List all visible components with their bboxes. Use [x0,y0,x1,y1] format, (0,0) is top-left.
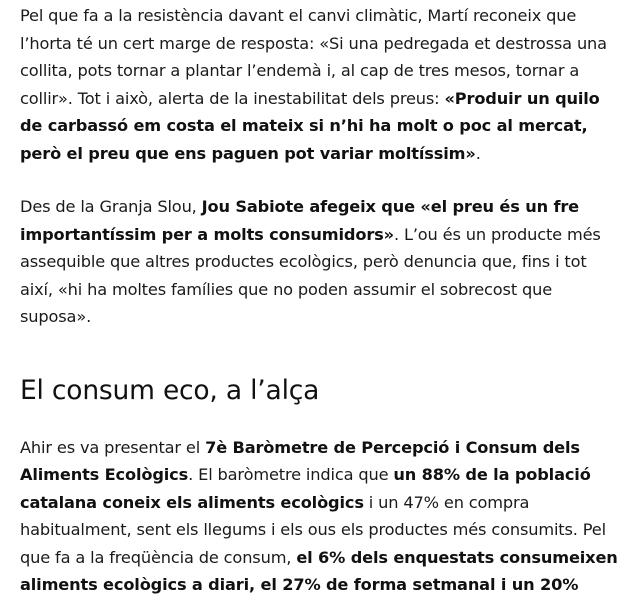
paragraph-text: Ahir es va presentar el [20,437,206,457]
paragraph-barometer [20,434,620,599]
paragraph-text: . L’ou és un producte més assequible que altres productes ecològics, però denuncia que, fins i tot així, «hi ha moltes famílies que no poden assumir el sobrecost que suposa». [20,224,601,326]
paragraph-text: . [475,143,481,163]
paragraph-price-barrier [20,193,620,331]
paragraph-climate-resistance [20,0,620,167]
paragraph-bold-quote: «Produir un quilo de carbassó em costa el mateix si n’hi ha molt o poc al mercat, però el preu que ens paguen pot variar moltíssim» [20,88,600,163]
paragraph-bold-barometer-title: 7è Baròmetre de Percepció i Consum dels Aliments Ecològics [20,437,580,484]
paragraph-bold-statistic: el 6% dels enquestats consumeixen aliments ecològics a diari, el 27% de forma setmanal i un 20% [20,547,618,594]
paragraph-bold-quote: Jou Sabiote afegeix que «el preu és un fre importantíssim per a molts consumidors» [20,197,579,244]
paragraph-text: Pel que fa a la resistència davant el canvi climàtic, Martí reconeix que l’horta té un cert marge de resposta: «Si una pedregada et destrossa una collita, pots tornar a plantar l’endemà i, al cap de tres mesos, tornar a collir». Tot i això, alerta de la inestabilitat dels preus: [20,6,607,108]
paragraph-text: i un 47% en compra habitualment, sent els llegums i els ous els productes més consumits. Pel que fa a la freqüència de consum, [20,492,606,567]
paragraph-bold-statistic: un 88% de la població catalana coneix els aliments ecològics [20,465,591,512]
section-heading: El consum eco, a l’alça [20,374,320,406]
paragraph-text: Des de la Granja Slou, [20,197,202,216]
paragraph-text: . El baròmetre indica que [188,465,394,484]
